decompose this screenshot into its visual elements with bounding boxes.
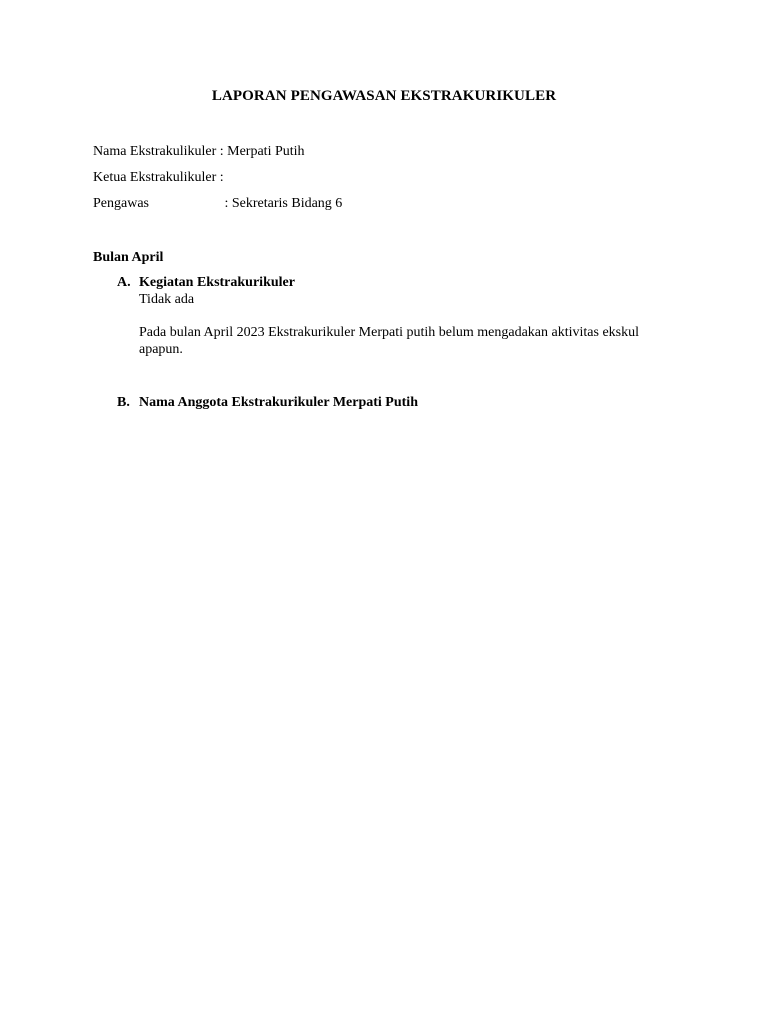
field-nama-ekstrakulikuler (93, 143, 305, 160)
field-separator: : (219, 144, 224, 159)
document-title: LAPORAN PENGAWASAN EKSTRAKURIKULER (211, 88, 557, 104)
section-marker: A. (117, 275, 131, 290)
field-label: Pengawas (93, 196, 149, 211)
field-label: Nama Ekstrakulikuler (93, 144, 217, 159)
section-heading: Kegiatan Ekstrakurikuler (139, 275, 295, 290)
section-paragraph-continued: apapun. (139, 342, 183, 357)
field-value: Sekretaris Bidang 6 (231, 196, 343, 211)
field-value: Merpati Putih (227, 144, 305, 159)
field-ketua-ekstrakulikuler (93, 169, 224, 186)
field-label: Ketua Ekstrakulikuler (93, 170, 217, 185)
field-separator: : (219, 170, 224, 185)
section-text: Tidak ada (139, 292, 195, 307)
field-separator: : (224, 196, 229, 211)
section-heading: Nama Anggota Ekstrakurikuler Merpati Putih (139, 395, 418, 410)
month-heading: Bulan April (93, 250, 164, 265)
field-pengawas (93, 195, 342, 212)
section-paragraph: Pada bulan April 2023 Ekstrakurikuler Merpati putih belum mengadakan aktivitas ekskul (139, 325, 640, 340)
section-marker: B. (117, 395, 130, 410)
